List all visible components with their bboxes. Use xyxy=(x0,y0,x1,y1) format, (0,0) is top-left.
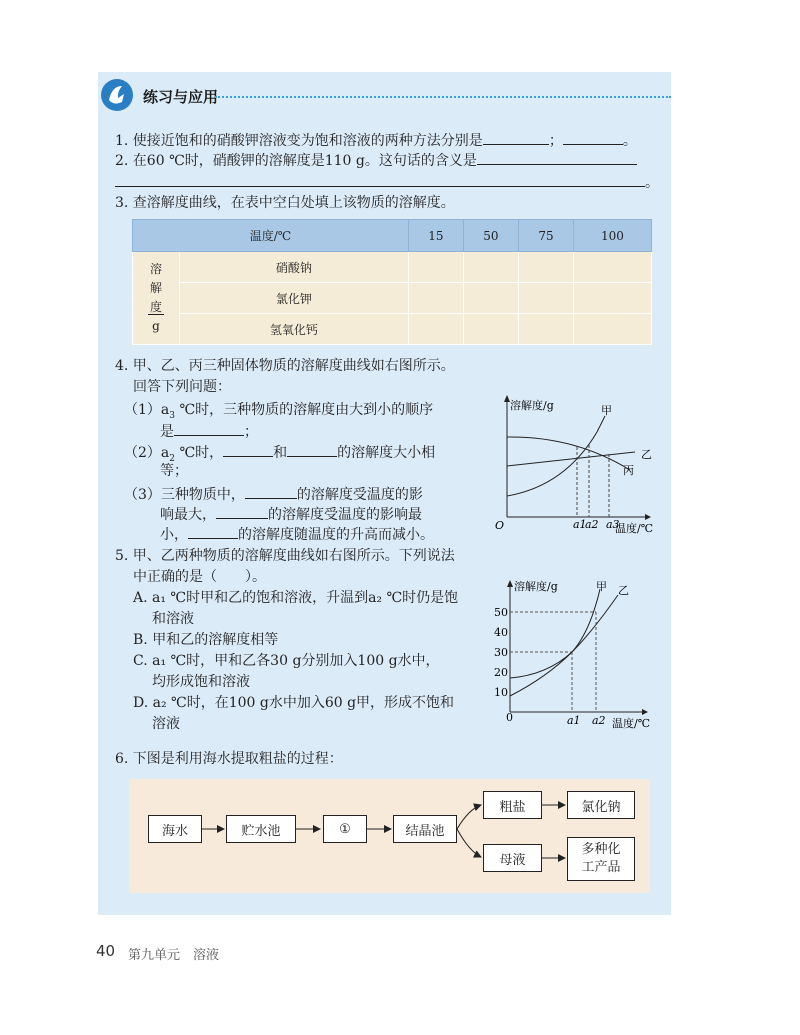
question-4-part-3-end: 小， 的溶解度随温度的升高而减小。 xyxy=(160,524,434,544)
question-4-part-2-cont: 等； xyxy=(160,463,188,479)
y-tick-label: 40 xyxy=(494,626,508,639)
legend-jia: 甲 xyxy=(596,580,607,593)
table-category-cell: 溶 解 度 g xyxy=(133,252,180,345)
answer-blank xyxy=(477,150,637,165)
solubility-chart-2 xyxy=(492,577,662,732)
y-tick-label: 0 xyxy=(506,711,513,724)
box-sodium-chloride: 氯化钠 xyxy=(567,791,635,819)
table-cell[interactable] xyxy=(408,283,463,314)
question-4-stem: 4. 甲、乙、丙三种固体物质的溶解度曲线如右图所示。 xyxy=(115,358,455,374)
table-cell[interactable] xyxy=(573,314,651,345)
table-row xyxy=(133,283,652,314)
question-2-continued: 。 xyxy=(115,172,659,192)
option-d[interactable]: D. a₂ ℃时，在100 g水中加入60 g甲，形成不饱和 xyxy=(133,695,455,711)
table-header-cell: 75 xyxy=(518,220,573,252)
chapter-title: 第九单元 溶液 xyxy=(128,948,220,963)
option-c[interactable]: C. a₁ ℃时，甲和乙各30 g分别加入100 g水中， xyxy=(133,653,440,669)
table-row xyxy=(133,252,652,283)
box-step-1: ① xyxy=(323,815,367,843)
table-cell[interactable] xyxy=(463,252,518,283)
question-5-stem: 5. 甲、乙两种物质的溶解度曲线如右图所示。下列说法 xyxy=(115,548,455,564)
question-4-part-3: （3）三种物质中， 的溶解度受温度的影 xyxy=(124,484,423,504)
box-chemical-products: 多种化 工产品 xyxy=(567,837,635,881)
legend-yi: 乙 xyxy=(641,448,652,461)
chart-2-xlabel: 温度/℃ xyxy=(612,717,651,730)
legend-jia: 甲 xyxy=(601,404,612,417)
chart-1-ylabel: 溶解度/g xyxy=(510,399,554,412)
y-tick-label: 20 xyxy=(494,666,508,679)
tick-a2: a2 xyxy=(585,518,599,531)
series-jia-curve xyxy=(507,416,605,496)
table-cell[interactable] xyxy=(408,252,463,283)
legend-bing: 丙 xyxy=(623,464,634,477)
x-axis-arrow xyxy=(642,709,648,715)
box-mother-liquor: 母液 xyxy=(483,844,542,872)
box-seawater: 海水 xyxy=(148,815,202,843)
solubility-chart-1 xyxy=(495,392,665,540)
table-header-cell: 100 xyxy=(573,220,651,252)
table-cell[interactable] xyxy=(463,314,518,345)
solubility-table xyxy=(132,219,652,345)
table-cell[interactable] xyxy=(518,314,573,345)
page-number: 40 xyxy=(96,942,116,960)
process-flow-diagram xyxy=(129,779,650,893)
answer-blank xyxy=(483,130,549,145)
option-a-cont: 和溶液 xyxy=(152,611,194,627)
section-title: 练习与应用 xyxy=(143,88,219,106)
question-6: 6. 下图是利用海水提取粗盐的过程： xyxy=(115,751,343,767)
y-tick-label: 10 xyxy=(494,686,508,699)
option-b[interactable]: B. 甲和乙的溶解度相等 xyxy=(133,632,279,648)
question-4-part-1: $(1)a_3$ ℃时，三种物质的溶解度由大到小的顺序 xyxy=(124,402,434,421)
box-crude-salt: 粗盐 xyxy=(483,791,542,819)
title-dotted-rule xyxy=(215,96,671,98)
table-cell[interactable] xyxy=(573,283,651,314)
table-header-row xyxy=(133,220,652,252)
exercise-logo-icon xyxy=(100,78,134,112)
table-row xyxy=(133,314,652,345)
tick-a1: a1 xyxy=(567,714,581,727)
series-jia-curve xyxy=(510,589,600,678)
answer-blank xyxy=(216,504,268,519)
table-row-label: 氯化钾 xyxy=(180,283,409,314)
series-yi-curve xyxy=(510,595,618,696)
option-d-cont: 溶液 xyxy=(152,716,180,732)
question-4-part-3-cont: 响最大， 的溶解度受温度的影响最 xyxy=(160,504,422,524)
chart-2-ylabel: 溶解度/g xyxy=(514,580,558,593)
option-c-cont: 均形成饱和溶液 xyxy=(152,674,250,690)
question-5-prompt: 中正确的是（ ）。 xyxy=(133,569,266,585)
table-cell[interactable] xyxy=(518,252,573,283)
table-cell[interactable] xyxy=(463,283,518,314)
option-a[interactable]: A. a₁ ℃时甲和乙的饱和溶液，升温到a₂ ℃时仍是饱 xyxy=(133,590,459,606)
table-cell[interactable] xyxy=(518,283,573,314)
question-4-part-2: $(2)a_2$ ℃时， 和 的溶解度大小相 xyxy=(124,442,435,468)
question-4-prompt: 回答下列问题： xyxy=(133,379,231,395)
x-axis-arrow xyxy=(645,514,651,520)
y-tick-label: 30 xyxy=(494,646,508,659)
answer-blank xyxy=(223,442,273,457)
tick-a1: a1 xyxy=(573,518,587,531)
answer-blank xyxy=(188,524,238,539)
y-tick-label: 50 xyxy=(494,606,508,619)
chart-1-origin: O xyxy=(495,519,505,532)
answer-blank xyxy=(115,172,645,187)
question-2: 2. 在60 ℃时，硝酸钾的溶解度是110 g。这句话的含义是 xyxy=(115,150,637,170)
table-row-label: 氢氧化钙 xyxy=(180,314,409,345)
answer-blank xyxy=(174,421,244,436)
table-row-label: 硝酸钠 xyxy=(180,252,409,283)
question-4-part-1-cont: 是 ； xyxy=(160,421,258,441)
answer-blank xyxy=(563,130,623,145)
tick-a3: a3 xyxy=(606,518,620,531)
table-cell[interactable] xyxy=(408,314,463,345)
box-storage-pond: 贮水池 xyxy=(226,815,296,843)
legend-yi: 乙 xyxy=(618,584,629,597)
series-bing-curve xyxy=(507,437,630,470)
table-header-cell: 50 xyxy=(463,220,518,252)
y-axis-arrow xyxy=(507,580,513,587)
table-cell[interactable] xyxy=(573,252,651,283)
question-3: 3. 查溶解度曲线，在表中空白处填上该物质的溶解度。 xyxy=(115,195,455,211)
question-1: 1. 使接近饱和的硝酸钾溶液变为饱和溶液的两种方法分别是 ； 。 xyxy=(115,130,637,150)
series-yi-curve xyxy=(507,452,635,466)
box-crystallization-pond: 结晶池 xyxy=(393,815,457,843)
table-header-cell: 温度/℃ xyxy=(133,220,409,252)
table-header-cell: 15 xyxy=(408,220,463,252)
answer-blank xyxy=(245,484,297,499)
chart-1-xlabel: 温度/℃ xyxy=(615,522,654,535)
answer-blank xyxy=(287,442,337,457)
tick-a2: a2 xyxy=(592,714,606,727)
